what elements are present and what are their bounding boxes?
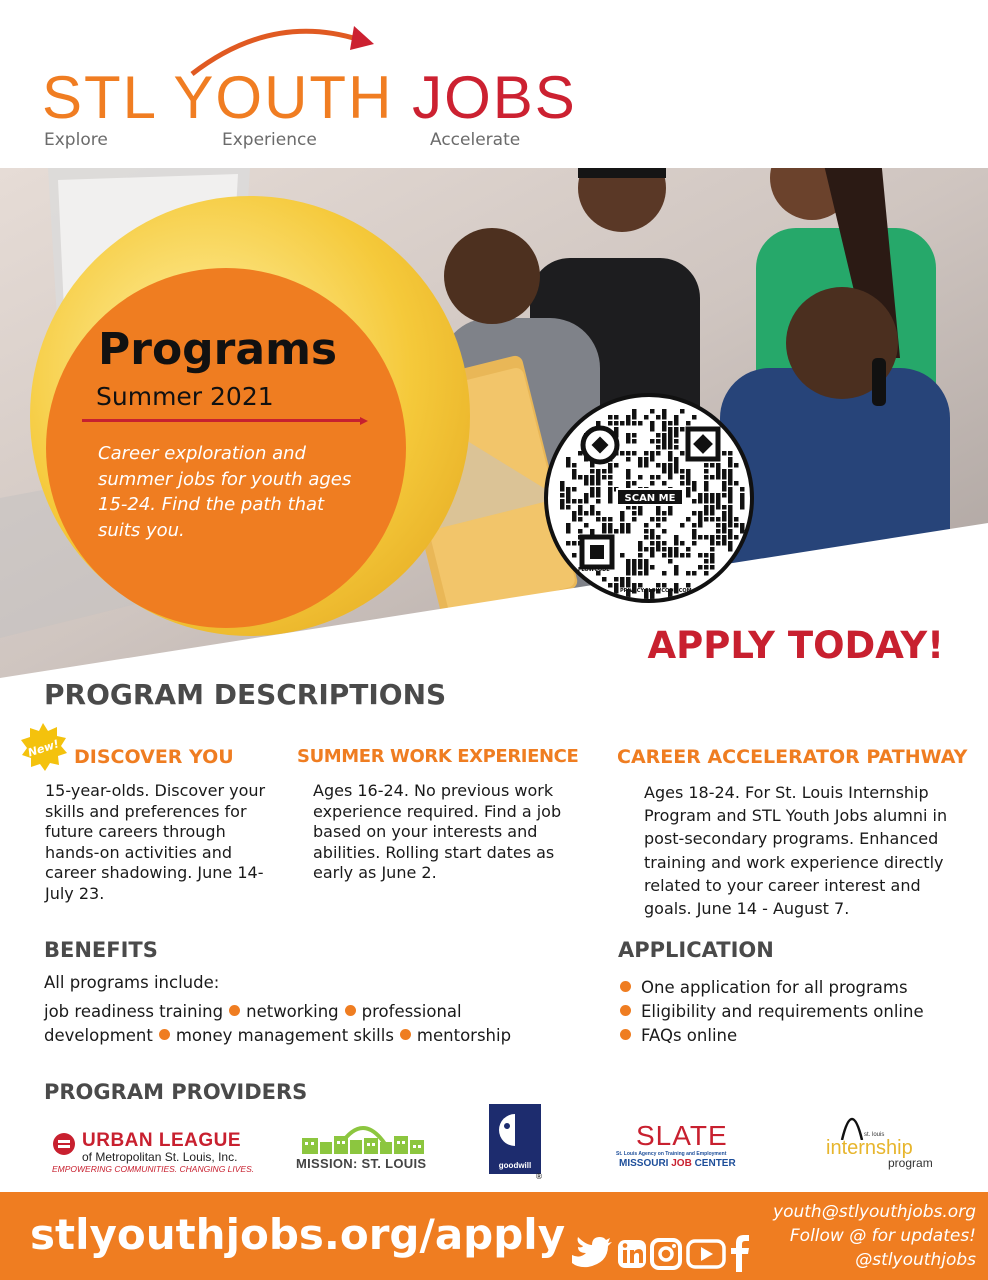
application-item-text: FAQs online [641, 1026, 738, 1045]
twitter-icon[interactable] [572, 1237, 612, 1267]
bullet-dot-icon [229, 1005, 240, 1016]
urban-league-emblem-icon [52, 1132, 76, 1156]
instagram-icon[interactable] [652, 1240, 680, 1268]
urban-league-name: URBAN LEAGUE [82, 1130, 242, 1151]
social-handle[interactable]: @stlyouthjobs [855, 1250, 976, 1270]
logo-word-stl-youth: STL YOUTH [42, 64, 394, 131]
contact-email[interactable]: youth@stlyouthjobs.org [773, 1202, 976, 1222]
bullet-dot-icon [620, 1029, 631, 1040]
application-item-text: Eligibility and requirements online [641, 1002, 924, 1021]
application-item [620, 1002, 924, 1021]
tagline-accelerate: Accelerate [430, 130, 521, 150]
goodwill-box [489, 1104, 541, 1174]
program-providers-heading: PROGRAM PROVIDERS [44, 1080, 308, 1104]
mission-skyline-icon [296, 1116, 430, 1156]
bullet-dot-icon [620, 981, 631, 992]
bullet-dot-icon [345, 1005, 356, 1016]
slate-job: JOB [671, 1158, 692, 1169]
goodwill-logo[interactable] [489, 1104, 543, 1181]
flowcode-label: FLOWCODE [578, 567, 610, 573]
benefit-item: professional [361, 1002, 462, 1021]
bullet-dot-icon [159, 1029, 170, 1040]
stl-youth-jobs-logo [42, 18, 577, 158]
summer-work-heading: SUMMER WORK EXPERIENCE [297, 746, 579, 767]
youtube-icon[interactable] [688, 1241, 724, 1267]
application-item [620, 1026, 737, 1045]
program-descriptions-heading: PROGRAM DESCRIPTIONS [44, 678, 447, 711]
career-accelerator-text: Ages 18-24. For St. Louis Internship Program and STL Youth Jobs alumni in post-secondary programs. Enhanced training and work experience directly related to your career interest and goals. June 14 - August 7. [644, 783, 948, 919]
goodwill-registered-mark: ® [535, 1172, 543, 1181]
career-accelerator-heading: CAREER ACCELERATOR PATHWAY [617, 746, 968, 768]
underline-arrow-icon [360, 417, 368, 425]
slate-center: CENTER [694, 1158, 736, 1169]
goodwill-smile-g-icon [489, 1106, 541, 1158]
internship-stl: st. louis [864, 1132, 885, 1138]
social-icons [570, 1232, 760, 1272]
benefit-item: mentorship [416, 1026, 512, 1045]
benefits-list-line-1 [44, 1002, 462, 1021]
summer-work-text: Ages 16-24. No previous work experience required. Find a job based on your interests and abilities. Rolling start dates as early as June 2. [313, 781, 562, 882]
application-item-text: One application for all programs [641, 978, 908, 997]
facebook-icon[interactable] [731, 1235, 749, 1272]
missouri-job-center [619, 1158, 736, 1169]
mission-st-louis-name: MISSION: ST. LOUIS [296, 1156, 427, 1171]
internship-word: internship [826, 1137, 913, 1159]
benefit-item: development [44, 1026, 153, 1045]
linkedin-icon[interactable] [618, 1240, 646, 1268]
scan-me-label: SCAN ME [616, 488, 684, 506]
internship-program: program [888, 1156, 933, 1170]
benefit-item: money management skills [175, 1026, 394, 1045]
benefits-heading: BENEFITS [44, 938, 158, 962]
slate-missouri: MISSOURI [619, 1158, 669, 1169]
slate-sub: St. Louis Agency on Training and Employment [616, 1151, 727, 1157]
slate-name: SLATE [636, 1120, 728, 1151]
footer-bar [0, 1192, 988, 1280]
mission-st-louis-logo[interactable] [296, 1116, 436, 1171]
benefit-item: job readiness training [44, 1002, 224, 1021]
application-heading: APPLICATION [618, 938, 774, 962]
logo-wordmark [42, 64, 577, 131]
benefit-item: networking [246, 1002, 339, 1021]
bullet-dot-icon [620, 1005, 631, 1016]
apply-today-heading: APPLY TODAY! [647, 624, 944, 667]
programs-title: Programs [98, 324, 338, 375]
discover-you-heading: DISCOVER YOU [74, 746, 234, 768]
new-badge-label: New! [26, 737, 61, 760]
discover-you-text: 15-year-olds. Discover your skills and preferences for future careers through hands-on activities and career shadowing. June 14- July 23. [45, 781, 266, 903]
tagline-experience: Experience [222, 130, 317, 150]
follow-text: Follow @ for updates! [789, 1226, 976, 1246]
apply-url-link[interactable]: stlyouthjobs.org/apply [30, 1210, 566, 1259]
benefits-list-line-2 [44, 1026, 511, 1045]
programs-subtitle: Summer 2021 [96, 382, 274, 411]
tagline-explore: Explore [44, 130, 108, 150]
urban-league-tagline: EMPOWERING COMMUNITIES. CHANGING LIVES. [52, 1164, 255, 1174]
bullet-dot-icon [400, 1029, 411, 1040]
new-badge-icon [18, 722, 68, 772]
logo-word-jobs: JOBS [412, 64, 577, 131]
urban-league-sub: of Metropolitan St. Louis, Inc. [82, 1150, 238, 1164]
benefits-intro: All programs include: [44, 973, 220, 992]
subtitle-underline [82, 419, 364, 422]
goodwill-name: goodwill [498, 1161, 532, 1170]
application-item [620, 978, 908, 997]
footer-contact [773, 1200, 976, 1272]
programs-description: Career exploration and summer jobs for youth ages 15-24. Find the path that suits you. [98, 443, 352, 541]
privacy-label: PRIVACY.FLOWCODE.COM [620, 588, 692, 594]
